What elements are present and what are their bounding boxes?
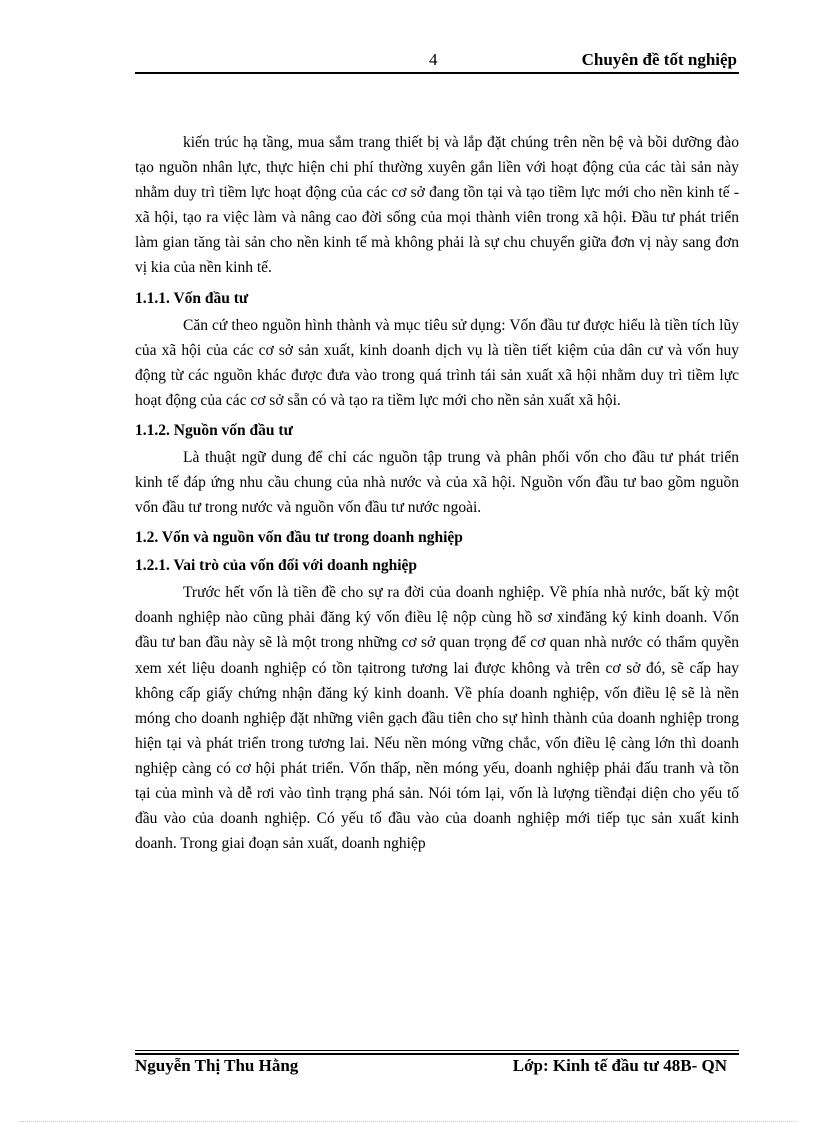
paragraph-2: Căn cứ theo nguồn hình thành và mục tiêu sử dụng: Vốn đầu tư được hiểu là tiền tích lũy của xã hội của các cơ sở sản xuất, kinh doanh dịch vụ là tiền tiết kiệm của dân cư và vốn huy động từ các nguồn khác được đưa vào trong quá trình tái sản xuất xã hội nhằm duy trì tiềm lực hoạt động của các cơ sở sẵn có và tạo ra tiềm lực mới cho nền sản xuất xã hội. xyxy=(135,316,739,409)
page-header xyxy=(135,50,739,72)
footer-rule-thick xyxy=(135,1053,739,1055)
heading-1-1-2: 1.1.2. Nguồn vốn đầu tư xyxy=(135,421,293,439)
footer-class: Lớp: Kinh tế đầu tư 48B- QN xyxy=(512,1056,727,1075)
paragraph-4: Trước hết vốn là tiền đề cho sự ra đời của doanh nghiệp. Về phía nhà nước, bất kỳ một doanh nghiệp nào cũng phải đăng ký vốn điều lệ nộp cùng hồ sơ xinđăng ký kinh doanh. Vốn đầu tư ban đầu này sẽ là một trong những cơ sở quan trọng để cơ quan nhà nước có thẩm quyền xem xét liệu doanh nghiệp có tồn tạitrong tương lai được không và trên cơ sở đó, sẽ cấp hay không cấp giấy chứng nhận đăng ký kinh doanh. Về phía doanh nghiệp, vốn điều lệ sẽ là nền móng cho doanh nghiệp đặt những viên gạch đầu tiên cho sự hình thành của doanh nghiệp trong hiện tại và phát triển trong tương lai. Nếu nền móng vững chắc, vốn điều lệ càng lớn thì doanh nghiệp càng có cơ hội phát triển. Vốn thấp, nền móng yếu, doanh nghiệp phải đấu tranh và tồn tại của mình và dễ rơi vào tình trạng phá sản. Nói tóm lại, vốn là lượng tiềnđại diện cho yếu tố đầu vào của doanh nghiệp. Có yếu tố đầu vào của doanh nghiệp mới tiếp tục sản xuất kinh doanh. Trong giai đoạn sản xuất, doanh nghiệp xyxy=(135,584,739,853)
paragraph-1: kiến trúc hạ tầng, mua sắm trang thiết bị và lắp đặt chúng trên nền bệ và bồi dưỡng đào tạo nguồn nhân lực, thực hiện chi phí thường xuyên gắn liền với hoạt động của các tài sản này nhằm duy trì tiềm lực hoạt động của các cơ sở đang tồn tại và tạo tiềm lực mới cho nền kinh tế - xã hội, tạo ra việc làm và nâng cao đời sống của mọi thành viên trong xã hội. Đầu tư phát triển làm gian tăng tài sản cho nền kinh tế mà không phải là sự chu chuyển giữa đơn vị này sang đơn vị kia của nền kinh tế. xyxy=(135,134,739,277)
page-number: 4 xyxy=(429,50,438,69)
paragraph-3: Là thuật ngữ dung để chỉ các nguồn tập trung và phân phối vốn cho đầu tư phát triển kinh tế đáp ứng nhu cầu chung của nhà nước và của xã hội. Nguồn vốn đầu tư bao gồm nguồn vốn đầu tư trong nước và nguồn vốn đầu tư nước ngoài. xyxy=(135,448,739,517)
page-footer xyxy=(135,1056,739,1078)
footer-author: Nguyễn Thị Thu Hằng xyxy=(135,1056,299,1075)
heading-1-2: 1.2. Vốn và nguồn vốn đầu tư trong doanh nghiệp xyxy=(135,529,463,547)
header-rule xyxy=(135,72,739,74)
header-title: Chuyên đề tốt nghiệp xyxy=(581,50,737,69)
heading-1-1-1: 1.1.1. Vốn đầu tư xyxy=(135,289,249,307)
page-body xyxy=(135,130,739,856)
page-bottom-dotted-line xyxy=(20,1121,796,1122)
footer-rule-thin xyxy=(135,1050,739,1051)
heading-1-2-1: 1.2.1. Vai trò của vốn đối với doanh nghiệp xyxy=(135,557,418,575)
